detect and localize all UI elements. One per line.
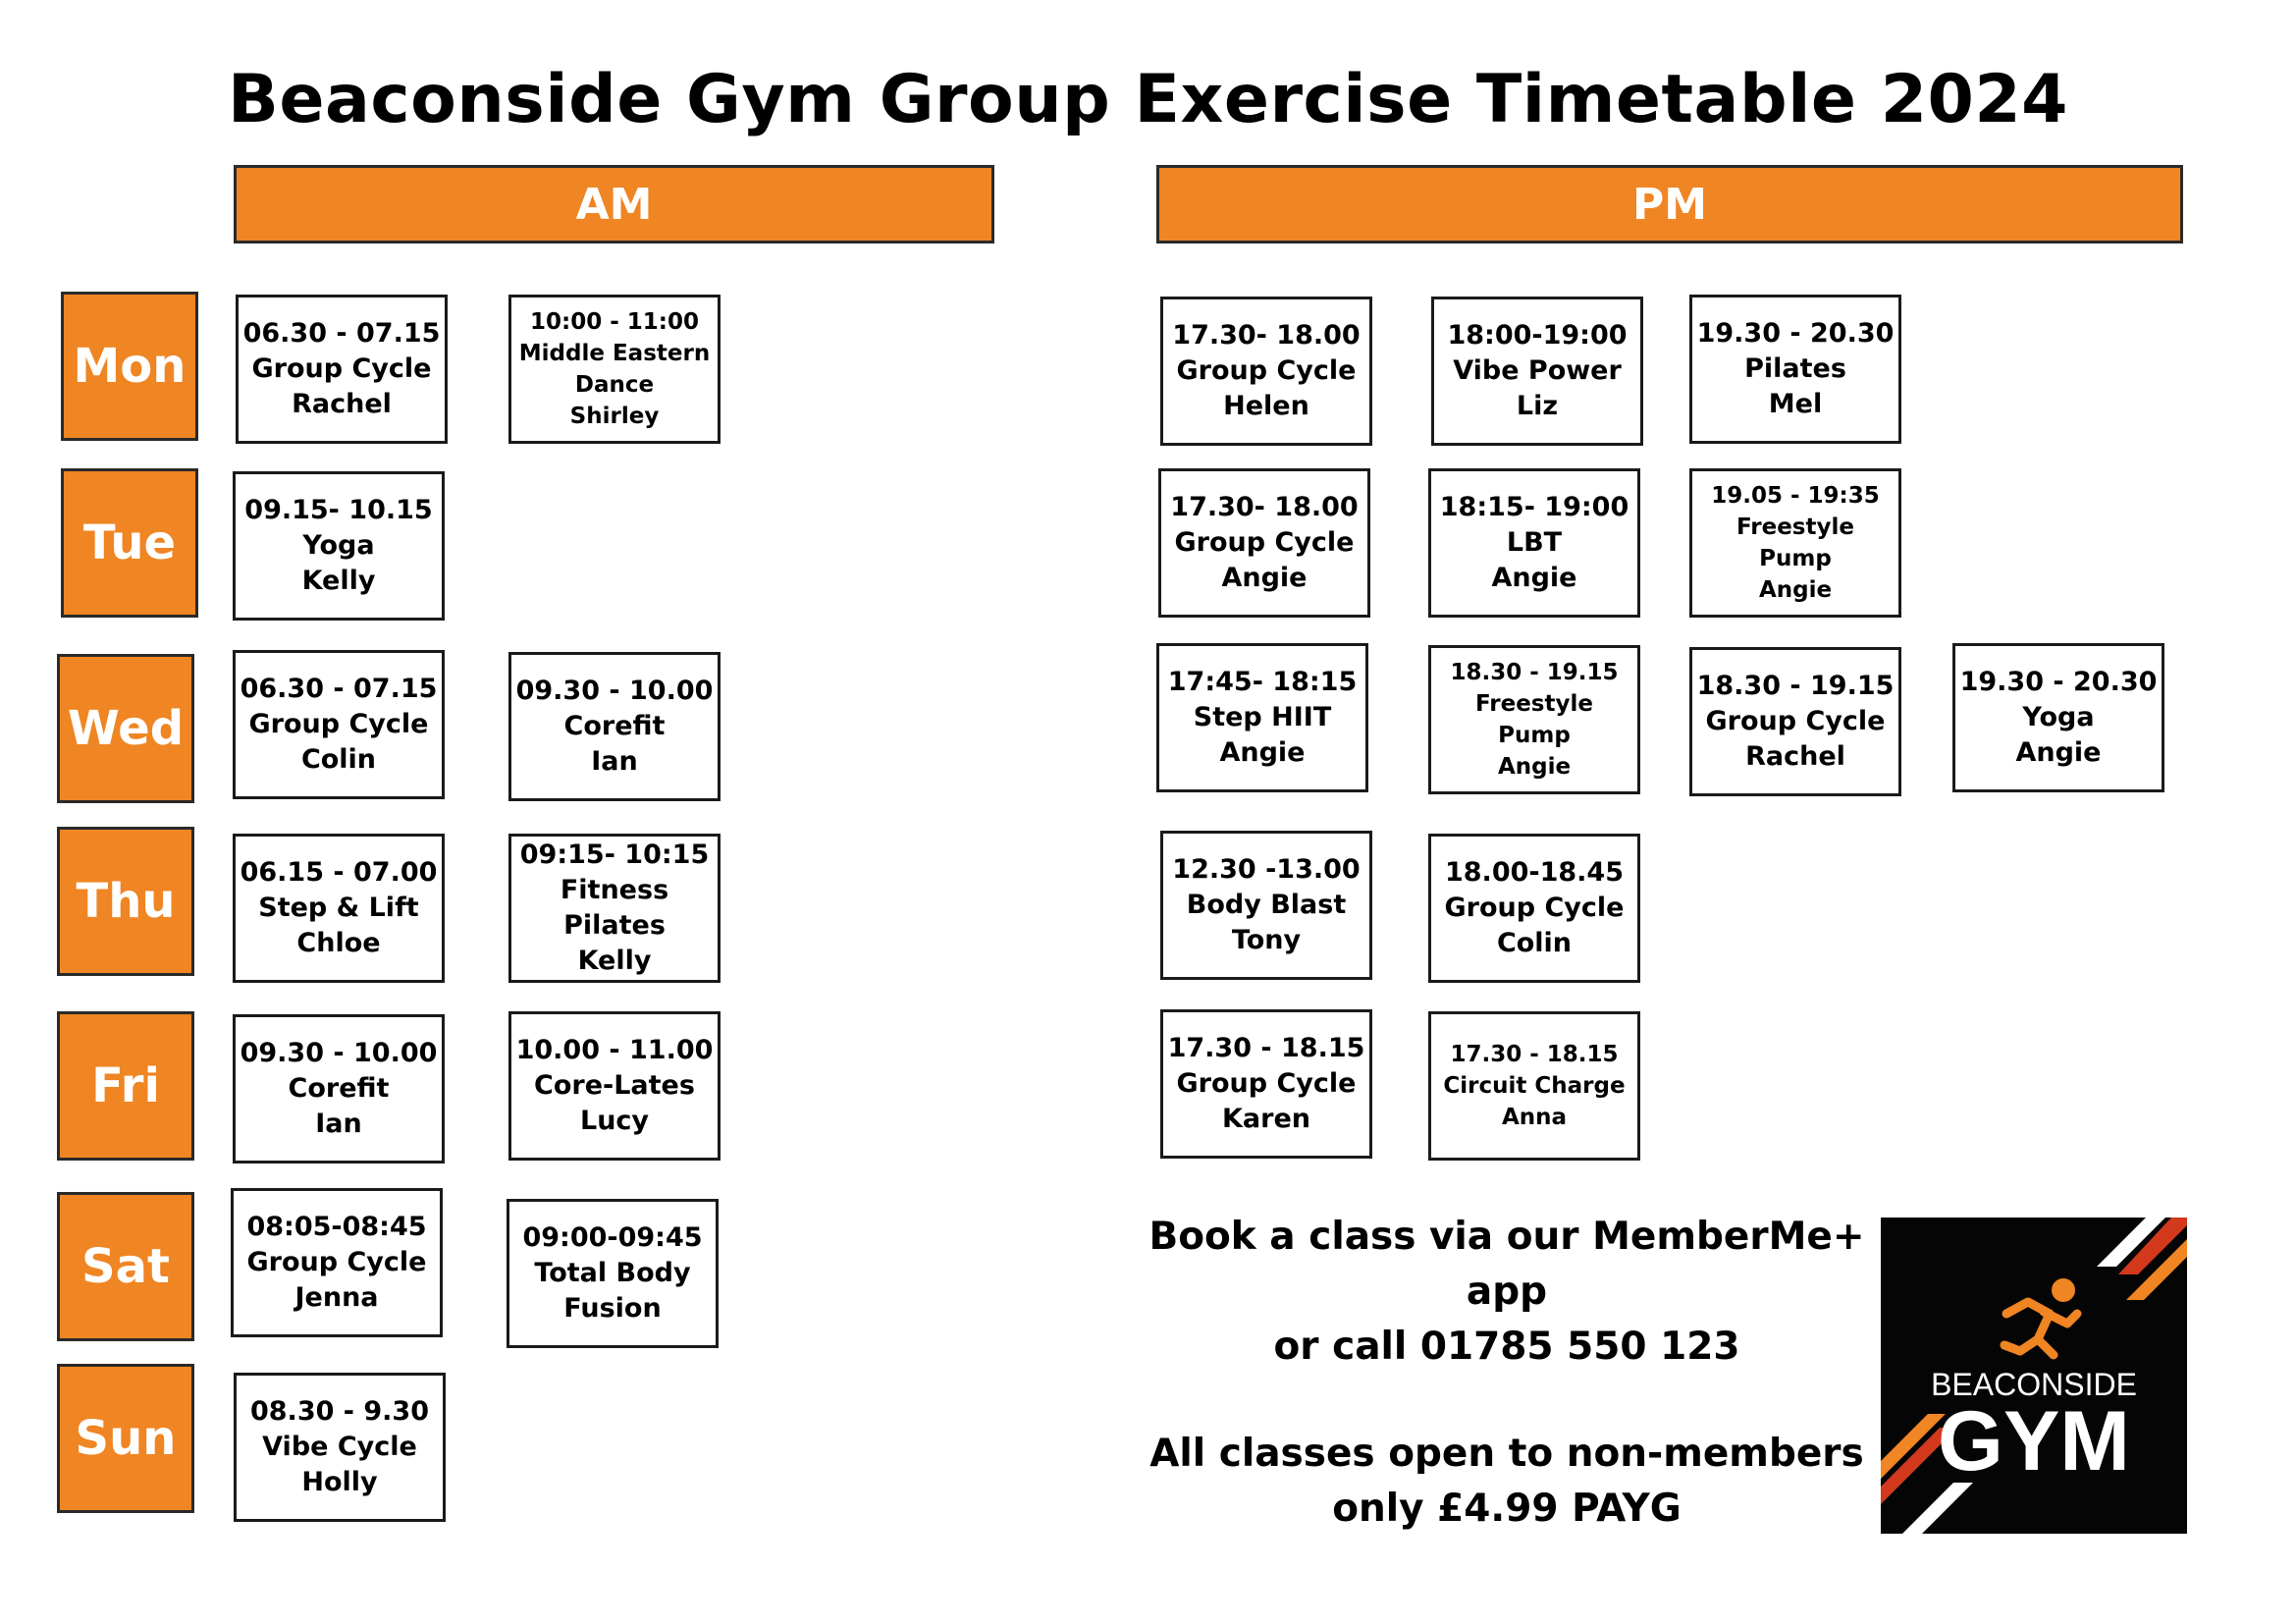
class-card-thu-pm-1 [1160, 831, 1372, 980]
class-time: 18:00-19:00 [1447, 320, 1628, 351]
class-time: 18.30 - 19.15 [1696, 671, 1895, 701]
logo-stripes-top [2097, 1218, 2187, 1300]
class-name: Corefit [563, 711, 666, 741]
pm-header: PM [1156, 165, 2183, 244]
class-instructor: Tony [1231, 925, 1302, 955]
class-card-thu-pm-2 [1428, 834, 1640, 983]
class-name: Core-Lates [534, 1070, 695, 1101]
class-card-wed-am-1 [233, 650, 445, 799]
class-card-fri-am-2 [508, 1011, 721, 1161]
class-instructor: Ian [591, 746, 638, 777]
class-card-thu-am-2 [508, 834, 721, 983]
class-name: Fitness [560, 875, 669, 905]
class-time: 17.30 - 18.15 [1450, 1042, 1619, 1067]
class-instructor: Karen [1222, 1104, 1310, 1134]
class-instructor: Mel [1768, 389, 1823, 419]
class-card-wed-am-2 [508, 652, 721, 801]
class-instructor: Rachel [1745, 741, 1845, 772]
class-card-tue-am-1 [233, 471, 445, 621]
class-name-line2: Pump [1759, 546, 1832, 571]
class-name: Middle Eastern [518, 341, 711, 366]
class-instructor: Rachel [292, 389, 392, 419]
logo-wordmark-beaconside: BEACONSIDE [1931, 1367, 2137, 1402]
class-name: Freestyle [1475, 691, 1593, 717]
class-instructor: Chloe [296, 928, 381, 958]
class-name: Corefit [288, 1073, 390, 1104]
class-instructor: Helen [1223, 391, 1309, 421]
class-time: 06.30 - 07.15 [242, 318, 441, 349]
class-card-wed-pm-2 [1428, 645, 1640, 794]
class-name-line2: Fusion [563, 1293, 662, 1324]
day-mon: Mon [61, 292, 198, 441]
class-time: 06.30 - 07.15 [240, 674, 438, 704]
class-card-fri-am-1 [233, 1014, 445, 1164]
class-card-thu-am-1 [233, 834, 445, 983]
class-name: Group Cycle [248, 709, 429, 739]
class-instructor: Shirley [569, 404, 660, 429]
booking-line-1: Book a class via our MemberMe+ [1148, 1215, 1865, 1259]
class-instructor: Anna [1501, 1105, 1568, 1130]
class-name: Total Body [534, 1258, 691, 1288]
class-instructor: Colin [300, 744, 377, 775]
class-name: Group Cycle [1176, 355, 1357, 386]
class-name-line2: Pilates [563, 910, 666, 941]
class-name: Group Cycle [1444, 893, 1625, 923]
class-time: 19.30 - 20.30 [1696, 318, 1895, 349]
class-instructor: Jenna [294, 1282, 379, 1313]
class-card-wed-pm-4 [1952, 643, 2164, 792]
class-instructor: Ian [315, 1109, 362, 1139]
class-card-sat-am-1 [231, 1188, 443, 1337]
day-fri: Fri [57, 1011, 194, 1161]
day-wed: Wed [57, 654, 194, 803]
class-instructor: Angie [1221, 563, 1308, 593]
class-time: 09:00-09:45 [522, 1222, 703, 1253]
class-name: Pilates [1744, 353, 1846, 384]
pricing-info [1139, 1427, 1875, 1537]
class-time: 17.30 - 18.15 [1167, 1033, 1365, 1063]
class-name-line2: Pump [1498, 723, 1571, 748]
class-name: Group Cycle [1174, 527, 1355, 558]
class-name: Vibe Power [1453, 355, 1622, 386]
day-sun: Sun [57, 1364, 194, 1513]
class-time: 17.30- 18.00 [1170, 492, 1359, 522]
class-time: 19.30 - 20.30 [1959, 667, 2158, 697]
class-name-line2: Dance [574, 372, 655, 398]
class-time: 19.05 - 19:35 [1711, 483, 1880, 509]
class-time: 09:15- 10:15 [519, 839, 710, 870]
class-card-wed-pm-3 [1689, 647, 1901, 796]
class-instructor: Angie [2015, 737, 2102, 768]
class-card-mon-pm-2 [1431, 297, 1643, 446]
class-time: 17:45- 18:15 [1167, 667, 1358, 697]
class-name: LBT [1506, 527, 1563, 558]
page-title: Beaconside Gym Group Exercise Timetable 2024 [228, 61, 2068, 138]
class-time: 09.30 - 10.00 [240, 1038, 438, 1068]
class-instructor: Kelly [577, 946, 652, 976]
class-instructor: Lucy [579, 1106, 650, 1136]
class-name: Vibe Cycle [262, 1432, 417, 1462]
pricing-line-1: All classes open to non-members [1149, 1432, 1864, 1476]
class-name: Group Cycle [246, 1247, 427, 1277]
class-card-fri-pm-2 [1428, 1011, 1640, 1161]
class-card-sun-am-1 [234, 1373, 446, 1522]
class-instructor: Angie [1758, 577, 1833, 603]
class-instructor: Angie [1497, 754, 1572, 780]
day-thu: Thu [57, 827, 194, 976]
class-time: 08.30 - 9.30 [249, 1396, 430, 1427]
class-time: 18:15- 19:00 [1439, 492, 1629, 522]
class-name: Freestyle [1736, 514, 1854, 540]
class-time: 18.00-18.45 [1444, 857, 1624, 888]
class-name: Body Blast [1186, 890, 1347, 920]
logo-wordmark-gym: GYM [1938, 1394, 2130, 1489]
class-time: 12.30 -13.00 [1172, 854, 1361, 885]
class-card-tue-pm-2 [1428, 468, 1640, 618]
booking-line-3: or call 01785 550 123 [1273, 1325, 1740, 1369]
class-time: 10.00 - 11.00 [515, 1035, 714, 1065]
class-card-mon-am-1 [236, 295, 448, 444]
class-card-sat-am-2 [507, 1199, 719, 1348]
class-instructor: Colin [1496, 928, 1573, 958]
class-time: 08:05-08:45 [246, 1212, 427, 1242]
beaconside-gym-logo [1881, 1218, 2187, 1534]
class-card-tue-pm-3 [1689, 468, 1901, 618]
class-name: Yoga [2022, 702, 2095, 732]
class-name: Yoga [302, 530, 375, 561]
class-name: Group Cycle [1705, 706, 1886, 736]
am-header: AM [234, 165, 994, 244]
booking-info [1139, 1210, 1875, 1375]
class-name: Step HIIT [1193, 702, 1332, 732]
class-time: 06.15 - 07.00 [240, 857, 438, 888]
day-sat: Sat [57, 1192, 194, 1341]
class-time: 09.30 - 10.00 [515, 676, 714, 706]
class-card-tue-pm-1 [1158, 468, 1370, 618]
booking-line-2: app [1466, 1270, 1548, 1314]
class-instructor: Holly [301, 1467, 378, 1497]
class-card-mon-am-2 [508, 295, 721, 444]
runner-icon [2004, 1278, 2077, 1355]
class-name: Group Cycle [1176, 1068, 1357, 1099]
class-card-wed-pm-1 [1156, 643, 1368, 792]
class-instructor: Angie [1219, 737, 1306, 768]
class-name: Step & Lift [258, 893, 419, 923]
day-tue: Tue [61, 468, 198, 618]
class-time: 09.15- 10.15 [244, 495, 433, 525]
class-card-mon-pm-3 [1689, 295, 1901, 444]
class-instructor: Liz [1516, 391, 1559, 421]
class-instructor: Angie [1491, 563, 1577, 593]
class-time: 10:00 - 11:00 [530, 309, 699, 335]
class-instructor: Kelly [301, 566, 376, 596]
class-time: 18.30 - 19.15 [1450, 660, 1619, 685]
class-card-mon-pm-1 [1160, 297, 1372, 446]
pricing-line-2: only £4.99 PAYG [1332, 1487, 1682, 1531]
class-card-fri-pm-1 [1160, 1009, 1372, 1159]
class-time: 17.30- 18.00 [1172, 320, 1361, 351]
class-name: Circuit Charge [1443, 1073, 1626, 1099]
class-name: Group Cycle [251, 353, 432, 384]
